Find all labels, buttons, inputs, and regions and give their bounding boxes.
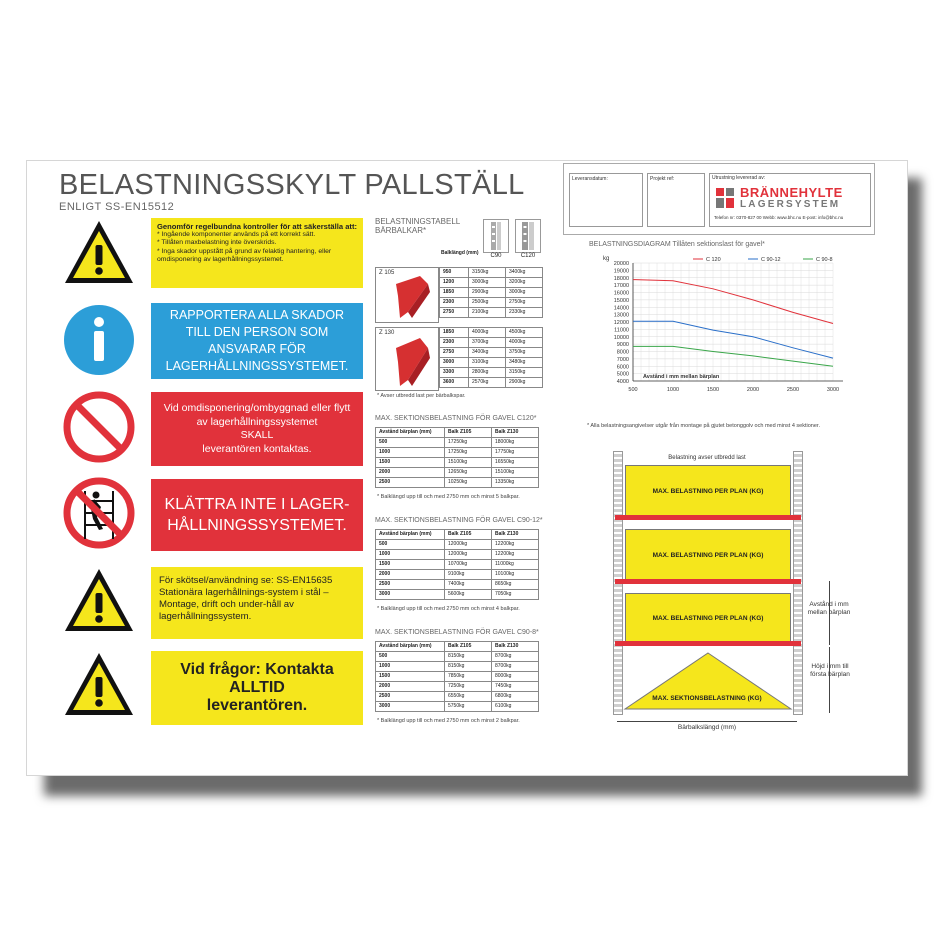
table-cell: 2800kg bbox=[469, 368, 506, 378]
beam-table-title: BELASTNINGSTABELL bbox=[375, 217, 461, 226]
report-damage-box bbox=[151, 303, 363, 379]
table-cell: 7400kg bbox=[445, 580, 492, 590]
table-cell: 1000 bbox=[376, 448, 445, 458]
x-tick-label: 500 bbox=[628, 387, 638, 393]
y-tick-label: 20000 bbox=[613, 261, 629, 267]
warning-triangle-icon bbox=[63, 565, 135, 637]
delivery-date-label: Leveransdatum: bbox=[572, 176, 608, 182]
section-table-c90-8 bbox=[375, 641, 539, 712]
table-cell: 4000kg bbox=[506, 338, 543, 348]
table-cell: 1200 bbox=[440, 278, 469, 288]
table-cell: 3400kg bbox=[469, 348, 506, 358]
z130-beam-image bbox=[375, 327, 439, 391]
rack-beam bbox=[615, 641, 801, 646]
page-subtitle: ENLIGT SS-EN15512 bbox=[59, 201, 175, 213]
delivery-date-box bbox=[569, 173, 643, 227]
inspection-box bbox=[151, 218, 363, 288]
table-cell: 17250kg bbox=[445, 448, 492, 458]
table-cell: 4500kg bbox=[506, 328, 543, 338]
y-tick-label: 18000 bbox=[613, 275, 629, 282]
table-cell: 10700kg bbox=[445, 560, 492, 570]
report-damage-text: RAPPORTERA ALLA SKADOR TILL DEN PERSON SOM ANSVARAR FÖR LAGERHÅLLNINGSSYSTEMET. bbox=[165, 308, 349, 373]
table-cell: 12000kg bbox=[445, 550, 492, 560]
section-table-c120 bbox=[375, 427, 539, 488]
table-cell: 8650kg bbox=[492, 580, 539, 590]
y-tick-label: 6000 bbox=[616, 364, 629, 371]
rack-top-label: Belastning avser utbredd last bbox=[668, 455, 746, 461]
width-dimension-line bbox=[617, 721, 797, 722]
table-cell: 3480kg bbox=[506, 358, 543, 368]
table-cell: 3000kg bbox=[469, 278, 506, 288]
table-cell: 3150kg bbox=[506, 368, 543, 378]
table-cell: 12200kg bbox=[492, 540, 539, 550]
no-climbing-box bbox=[151, 479, 363, 551]
upright-c120-icon bbox=[515, 219, 541, 253]
section-table-title: MAX. SEKTIONSBELASTNING FÖR GAVEL C120* bbox=[375, 415, 537, 422]
table-header: Balk Z105 bbox=[445, 530, 492, 540]
c90-header: C90 bbox=[490, 253, 502, 259]
y-tick-label: 5000 bbox=[616, 371, 629, 378]
contact-line2: ALLTID bbox=[229, 679, 285, 696]
table-cell: 3000 bbox=[376, 702, 445, 712]
rack-level-box bbox=[625, 593, 791, 643]
table-cell: 6800kg bbox=[492, 692, 539, 702]
supplier-box bbox=[709, 173, 871, 227]
section-note: * Balklängd upp till och med 2750 mm och minst 4 balkpar. bbox=[377, 606, 520, 612]
load-chart bbox=[583, 251, 843, 431]
beam-table-subtitle: BÄRBALKAR* bbox=[375, 226, 427, 235]
table-cell: 12650kg bbox=[445, 468, 492, 478]
table-cell: 1000 bbox=[376, 662, 445, 672]
section-table-title: MAX. SEKTIONSBELASTNING FÖR GAVEL C90-8* bbox=[375, 629, 539, 636]
section-load-triangle bbox=[623, 651, 793, 711]
y-tick-label: 14000 bbox=[613, 305, 629, 312]
x-tick-label: 3000 bbox=[826, 387, 840, 393]
y-tick-label: 19000 bbox=[613, 268, 629, 275]
table-cell: 10250kg bbox=[445, 478, 492, 488]
table-cell: 8700kg bbox=[492, 662, 539, 672]
section-load-label: MAX. SEKTIONSBELASTNING (KG) bbox=[652, 695, 762, 702]
table-cell: 2500 bbox=[376, 580, 445, 590]
table-cell: 3100kg bbox=[469, 358, 506, 368]
table-cell: 2900kg bbox=[506, 378, 543, 388]
table-cell: 5600kg bbox=[445, 590, 492, 600]
table-cell: 15100kg bbox=[445, 458, 492, 468]
rack-level-label: MAX. BELASTNING PER PLAN (KG) bbox=[652, 551, 764, 559]
table-header: Balk Z130 bbox=[492, 642, 539, 652]
table-cell: 3000 bbox=[440, 358, 469, 368]
table-cell: 17250kg bbox=[445, 438, 492, 448]
c120-header: C120 bbox=[520, 253, 536, 259]
inspection-line: * Tillåten maxbelastning inte överskrids. bbox=[157, 239, 277, 247]
y-tick-label: 13000 bbox=[613, 312, 629, 319]
relocation-line3: leverantören kontaktas. bbox=[202, 442, 312, 455]
table-cell: 18000kg bbox=[492, 438, 539, 448]
y-axis-label: kg bbox=[603, 256, 610, 262]
series-line bbox=[633, 321, 833, 358]
table-cell: 2330kg bbox=[506, 308, 543, 318]
rack-beam bbox=[615, 515, 801, 520]
load-sign bbox=[26, 160, 908, 776]
brand-name: BRÄNNEHYLTE bbox=[740, 185, 843, 200]
table-cell: 2000 bbox=[376, 570, 445, 580]
table-cell: 3400kg bbox=[506, 268, 543, 278]
z105-beam-image bbox=[375, 267, 439, 323]
legend-label: C 90-8 bbox=[816, 257, 833, 263]
table-header: Balk Z130 bbox=[492, 428, 539, 438]
table-cell: 2750 bbox=[440, 308, 469, 318]
z105-beam-icon bbox=[390, 274, 434, 320]
z105-table bbox=[439, 267, 543, 318]
table-cell: 1500 bbox=[376, 672, 445, 682]
table-header: Avstånd bärplan (mm) bbox=[376, 530, 445, 540]
table-cell: 500 bbox=[376, 652, 445, 662]
y-tick-label: 8000 bbox=[616, 349, 629, 356]
table-cell: 9100kg bbox=[445, 570, 492, 580]
y-tick-label: 17000 bbox=[613, 283, 629, 290]
table-cell: 2100kg bbox=[469, 308, 506, 318]
prohibition-icon bbox=[63, 391, 135, 463]
rack-height-label: Höjd i mm till första bärplan bbox=[810, 663, 850, 678]
table-cell: 2300 bbox=[440, 338, 469, 348]
table-cell: 6550kg bbox=[445, 692, 492, 702]
table-cell: 2750kg bbox=[506, 298, 543, 308]
section-note: * Balklängd upp till och med 2750 mm och minst 5 balkpar. bbox=[377, 494, 520, 500]
table-cell: 17750kg bbox=[492, 448, 539, 458]
table-cell: 12200kg bbox=[492, 550, 539, 560]
relocation-line2: SKALL bbox=[240, 429, 274, 441]
table-cell: 2000 bbox=[376, 682, 445, 692]
table-cell: 3000kg bbox=[506, 288, 543, 298]
maintenance-box bbox=[151, 567, 363, 639]
relocation-line1: Vid omdisponering/ombyggnad eller flytt av lagerhållningssystemet bbox=[163, 402, 351, 428]
inspection-heading: Genomför regelbundna kontroller för att säkerställa att: bbox=[157, 222, 358, 231]
table-cell: 1500 bbox=[376, 560, 445, 570]
upright-c90-icon bbox=[483, 219, 509, 253]
table-cell: 8700kg bbox=[492, 652, 539, 662]
no-climbing-text: KLÄTTRA INTE I LAGER-HÅLLNINGSSYSTEMET. bbox=[164, 496, 350, 534]
warning-triangle-icon bbox=[63, 217, 135, 289]
rack-level-label: MAX. BELASTNING PER PLAN (KG) bbox=[652, 614, 764, 622]
y-tick-label: 16000 bbox=[613, 290, 629, 297]
table-header: Balk Z105 bbox=[445, 428, 492, 438]
rack-level-box bbox=[625, 465, 791, 517]
table-cell: 500 bbox=[376, 540, 445, 550]
table-cell: 2750 bbox=[440, 348, 469, 358]
table-cell: 2500 bbox=[376, 692, 445, 702]
y-tick-label: 4000 bbox=[616, 379, 629, 385]
y-tick-label: 15000 bbox=[613, 297, 629, 304]
brand-logo-icon bbox=[714, 186, 736, 210]
table-cell: 1850 bbox=[440, 288, 469, 298]
contact-line3: leverantören. bbox=[206, 697, 308, 714]
table-cell: 10100kg bbox=[492, 570, 539, 580]
table-cell: 16550kg bbox=[492, 458, 539, 468]
beam-note: * Avser utbredd last per bärbalkspar. bbox=[377, 393, 466, 399]
table-cell: 950 bbox=[440, 268, 469, 278]
table-cell: 3000 bbox=[376, 590, 445, 600]
supplier-label: Utrustning levererad av: bbox=[712, 175, 766, 181]
table-cell: 8000kg bbox=[492, 672, 539, 682]
section-table-title: MAX. SEKTIONSBELASTNING FÖR GAVEL C90-12* bbox=[375, 517, 543, 524]
rack-level-label: MAX. BELASTNING PER PLAN (KG) bbox=[652, 487, 764, 495]
table-cell: 2500kg bbox=[469, 298, 506, 308]
table-cell: 3750kg bbox=[506, 348, 543, 358]
table-cell: 2300 bbox=[440, 298, 469, 308]
info-exclamation-icon bbox=[63, 304, 135, 376]
contact-line1: Vid frågor: Kontakta bbox=[180, 661, 334, 678]
table-cell: 5750kg bbox=[445, 702, 492, 712]
rack-beam bbox=[615, 579, 801, 584]
table-cell: 3200kg bbox=[506, 278, 543, 288]
rack-bottom-label: Bärbalkslängd (mm) bbox=[677, 724, 737, 731]
z130-beam-icon bbox=[390, 336, 434, 388]
y-tick-label: 9000 bbox=[616, 342, 629, 349]
rack-diagram bbox=[607, 451, 851, 741]
table-cell: 7050kg bbox=[492, 590, 539, 600]
table-cell: 3150kg bbox=[469, 268, 506, 278]
table-cell: 1500 bbox=[376, 458, 445, 468]
table-cell: 6100kg bbox=[492, 702, 539, 712]
table-cell: 2570kg bbox=[469, 378, 506, 388]
contact-box bbox=[151, 651, 363, 725]
project-ref-label: Projekt ref: bbox=[650, 176, 675, 182]
section-table-c90-12 bbox=[375, 529, 539, 600]
x-tick-label: 1500 bbox=[706, 387, 720, 393]
table-cell: 500 bbox=[376, 438, 445, 448]
x-axis-label: Avstånd i mm mellan bärplan bbox=[643, 374, 720, 380]
series-line bbox=[633, 346, 833, 366]
table-cell: 3600 bbox=[440, 378, 469, 388]
table-cell: 4000kg bbox=[469, 328, 506, 338]
no-climbing-icon bbox=[63, 477, 135, 549]
table-header: Avstånd bärplan (mm) bbox=[376, 642, 445, 652]
legend-label: C 120 bbox=[706, 257, 721, 263]
y-tick-label: 12000 bbox=[613, 320, 629, 326]
table-cell: 7450kg bbox=[492, 682, 539, 692]
table-cell: 3700kg bbox=[469, 338, 506, 348]
series-line bbox=[633, 280, 833, 324]
table-header: Balk Z105 bbox=[445, 642, 492, 652]
table-cell: 2500 bbox=[376, 478, 445, 488]
rack-dist-label: Avstånd i mm mellan bärplan bbox=[807, 601, 851, 616]
rack-level-box bbox=[625, 529, 791, 581]
table-cell: 8150kg bbox=[445, 652, 492, 662]
table-cell: 2900kg bbox=[469, 288, 506, 298]
page-title: BELASTNINGSSKYLT PALLSTÄLL bbox=[59, 169, 525, 201]
y-tick-label: 10000 bbox=[613, 334, 629, 341]
inspection-line: * Ingående komponenter används på ett korrekt sätt. bbox=[157, 231, 316, 238]
x-tick-label: 2500 bbox=[786, 387, 800, 393]
table-cell: 1850 bbox=[440, 328, 469, 338]
x-tick-label: 2000 bbox=[746, 387, 760, 393]
table-cell: 1000 bbox=[376, 550, 445, 560]
table-cell: 11000kg bbox=[492, 560, 539, 570]
table-header: Avstånd bärplan (mm) bbox=[376, 428, 445, 438]
y-tick-label: 7000 bbox=[616, 356, 629, 363]
maintenance-text: För skötsel/användning se: SS-EN15635 Stationära lagerhållnings-system i stål – Montage, drift och under-håll av lagerhållningssystem. bbox=[159, 575, 333, 622]
table-cell: 3300 bbox=[440, 368, 469, 378]
z130-label: Z 130 bbox=[379, 330, 395, 336]
chart-title: BELASTNINGSDIAGRAM Tillåten sektionslast för gavel* bbox=[589, 241, 765, 248]
brand-sub: LAGERSYSTEM bbox=[740, 199, 841, 210]
chart-note: * Alla belastningsangivelser utgår från montage på gjutet betonggolv och med minst 4 sektioner. bbox=[587, 423, 820, 429]
z105-label: Z 105 bbox=[379, 270, 395, 276]
table-header: Balk Z130 bbox=[492, 530, 539, 540]
y-tick-label: 11000 bbox=[614, 327, 629, 334]
z130-table bbox=[439, 327, 543, 388]
beam-length-header: Balklängd (mm) bbox=[441, 250, 479, 256]
table-cell: 7850kg bbox=[445, 672, 492, 682]
table-cell: 2000 bbox=[376, 468, 445, 478]
table-cell: 15100kg bbox=[492, 468, 539, 478]
project-ref-box bbox=[647, 173, 705, 227]
warning-triangle-icon bbox=[63, 649, 135, 721]
legend-label: C 90-12 bbox=[761, 257, 781, 263]
inspection-line: * Inga skador uppstått på grund av felaktig hantering, eller omdisponering av lagerhållningssystemet. bbox=[157, 247, 332, 264]
table-cell: 12000kg bbox=[445, 540, 492, 550]
table-cell: 8150kg bbox=[445, 662, 492, 672]
contact-line: Telefon nr: 0370-827 00 Webb: www.bhc.nu E-post: info@bhc.nu bbox=[714, 215, 844, 220]
x-tick-label: 1000 bbox=[666, 387, 680, 393]
table-cell: 13350kg bbox=[492, 478, 539, 488]
height-dimension-line bbox=[829, 647, 830, 713]
relocation-box bbox=[151, 392, 363, 466]
table-cell: 7250kg bbox=[445, 682, 492, 692]
section-note: * Balklängd upp till och med 2750 mm och minst 2 balkpar. bbox=[377, 718, 520, 724]
